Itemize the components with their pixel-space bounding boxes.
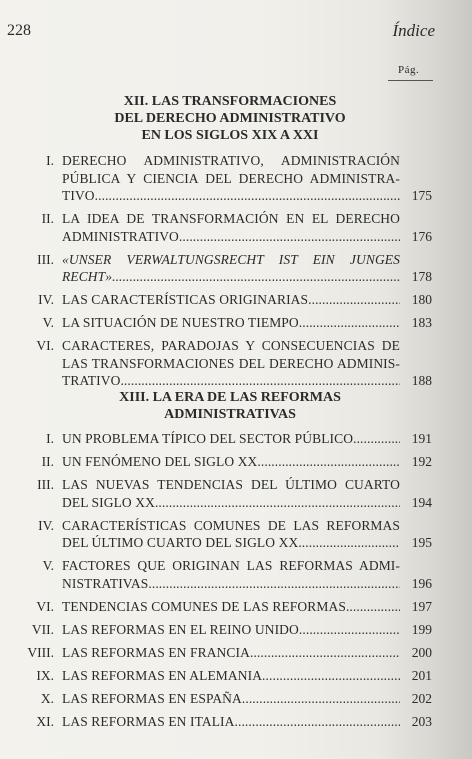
entry-title (62, 557, 400, 592)
entry-title-last-line: UN FENÓMENO DEL SIGLO XX ..... (62, 453, 400, 471)
entry-page-number: 195 (411, 535, 432, 550)
entry-title (62, 690, 400, 708)
entry-number: II. (41, 454, 54, 469)
entry-page-number: 188 (411, 373, 432, 388)
entry-title-last-line: RECHT» ..... (62, 268, 400, 286)
dot-leader (308, 291, 400, 309)
dot-leader (298, 534, 400, 552)
entry-title (62, 337, 400, 390)
entry-page-number: 196 (411, 575, 432, 591)
entry-title (62, 517, 400, 552)
entry-title-last-line: LAS REFORMAS EN ALEMANIA ..... (62, 667, 400, 685)
dot-leader (250, 644, 400, 662)
entry-number: I. (46, 431, 54, 446)
entry-number: II. (41, 211, 54, 226)
dot-leader (148, 575, 400, 593)
entry-number: IX. (36, 667, 54, 683)
entry-page-number: 200 (411, 644, 432, 660)
entry-page-number: 180 (411, 292, 432, 307)
entry-title (62, 598, 400, 616)
entry-title-line: LA IDEA DE TRANSFORMACIÓN EN EL DERECHO (62, 211, 400, 226)
entry-title (62, 152, 400, 205)
entry-title (62, 314, 400, 332)
entry-title (62, 621, 400, 639)
dot-leader (257, 453, 400, 471)
entry-title-last-line: DEL SIGLO XX ..... (62, 494, 400, 512)
entry-page-number: 178 (411, 269, 432, 284)
chapter-title (60, 93, 400, 144)
entry-title-last-line: TENDENCIAS COMUNES DE LAS REFORMAS ..... (62, 598, 400, 616)
dot-leader (155, 494, 400, 512)
entry-title (62, 713, 400, 731)
entry-number: III. (37, 251, 54, 267)
entry-number: VI. (36, 338, 54, 353)
dot-leader (112, 268, 400, 286)
entry-title-last-line: DEL ÚLTIMO CUARTO DEL SIGLO XX ..... (62, 534, 400, 552)
entry-number: VII. (31, 621, 54, 637)
entry-title (62, 667, 400, 685)
entry-page-number: 201 (411, 667, 432, 683)
entry-title-line: PÚBLICA Y CIENCIA DEL DERECHO ADMINISTRA- (62, 170, 400, 186)
chapter-title-line: XIII. LA ERA DE LAS REFORMAS (119, 390, 341, 405)
dot-leader (179, 228, 400, 246)
entry-page-number: 194 (411, 494, 432, 510)
entry-page-number: 197 (411, 598, 432, 614)
entry-number: V. (42, 558, 54, 573)
entry-number: I. (46, 153, 54, 168)
entry-title (62, 210, 400, 245)
entry-title-last-line: LAS REFORMAS EN ESPAÑA ..... (62, 690, 400, 708)
page-number: 228 (7, 22, 31, 39)
entry-title-last-line: ADMINISTRATIVO ..... (62, 228, 400, 246)
entry-page-number: 202 (411, 690, 432, 706)
dot-leader (235, 713, 401, 731)
entry-title-line: «UNSER VERWALTUNGSRECHT IST EIN JUNGES (62, 251, 400, 267)
dot-leader (95, 187, 400, 205)
column-label-rule (388, 80, 433, 81)
entry-number: X. (40, 690, 54, 706)
entry-title-last-line: LAS CARACTERÍSTICAS ORIGINARIAS ..... (62, 291, 400, 309)
entry-title-line: CARACTERÍSTICAS COMUNES DE LAS REFORMAS (62, 517, 400, 533)
entry-number: IV. (38, 517, 54, 533)
entry-number: XI. (36, 713, 54, 729)
dot-leader (346, 598, 400, 616)
entry-page-number: 191 (411, 431, 432, 446)
entry-title (62, 476, 400, 511)
entry-page-number: 192 (411, 454, 432, 469)
entry-number: VIII. (27, 644, 54, 660)
chapter-title-line: DEL DERECHO ADMINISTRATIVO (114, 111, 346, 126)
entry-title-line: FACTORES QUE ORIGINAN LAS REFORMAS ADMI- (62, 558, 400, 573)
entry-title (62, 430, 400, 448)
dot-leader (299, 314, 400, 332)
entry-page-number: 176 (411, 228, 432, 244)
entry-title (62, 291, 400, 309)
dot-leader (262, 667, 400, 685)
entry-title-last-line: TIVO ..... (62, 187, 400, 205)
entry-title-last-line: LAS REFORMAS EN ITALIA ..... (62, 713, 400, 731)
chapter-title-line: ADMINISTRATIVAS (164, 407, 296, 422)
entry-page-number: 175 (411, 188, 432, 203)
page-column-label: Pág. (398, 64, 420, 76)
entry-title-line: LAS TRANSFORMACIONES DEL DERECHO ADMINIS- (62, 355, 400, 371)
entry-title-last-line: UN PROBLEMA TÍPICO DEL SECTOR PÚBLICO ..... (62, 430, 400, 448)
entry-title (62, 453, 400, 471)
entry-title-last-line: LAS REFORMAS EN FRANCIA ..... (62, 644, 400, 662)
entry-number: IV. (38, 292, 54, 307)
entry-title-last-line: TRATIVO ..... (62, 372, 400, 390)
entry-title-last-line: LA SITUACIÓN DE NUESTRO TIEMPO ..... (62, 314, 400, 332)
entry-number: VI. (36, 598, 54, 614)
chapter-title-line: EN LOS SIGLOS XIX A XXI (141, 128, 319, 143)
section-title: Índice (392, 21, 435, 40)
dot-leader (299, 621, 400, 639)
chapter-title-line: XII. LAS TRANSFORMACIONES (123, 94, 337, 109)
entry-title-last-line: NISTRATIVAS ..... (62, 575, 400, 593)
chapter-title (60, 389, 400, 423)
entry-page-number: 199 (411, 621, 432, 637)
entry-title-line: CARACTERES, PARADOJAS Y CONSECUENCIAS DE (62, 338, 400, 353)
entry-number: III. (37, 477, 54, 492)
entry-page-number: 203 (411, 713, 432, 729)
entry-title-last-line: LAS REFORMAS EN EL REINO UNIDO ..... (62, 621, 400, 639)
dot-leader (242, 690, 400, 708)
entry-title (62, 251, 400, 286)
dot-leader (120, 372, 400, 390)
entry-page-number: 183 (411, 315, 432, 330)
entry-title-line: DERECHO ADMINISTRATIVO, ADMINISTRACIÓN (62, 153, 400, 168)
dot-leader (353, 430, 400, 448)
entry-title (62, 644, 400, 662)
entry-number: V. (42, 315, 54, 330)
entry-title-line: LAS NUEVAS TENDENCIAS DEL ÚLTIMO CUARTO (62, 477, 400, 492)
